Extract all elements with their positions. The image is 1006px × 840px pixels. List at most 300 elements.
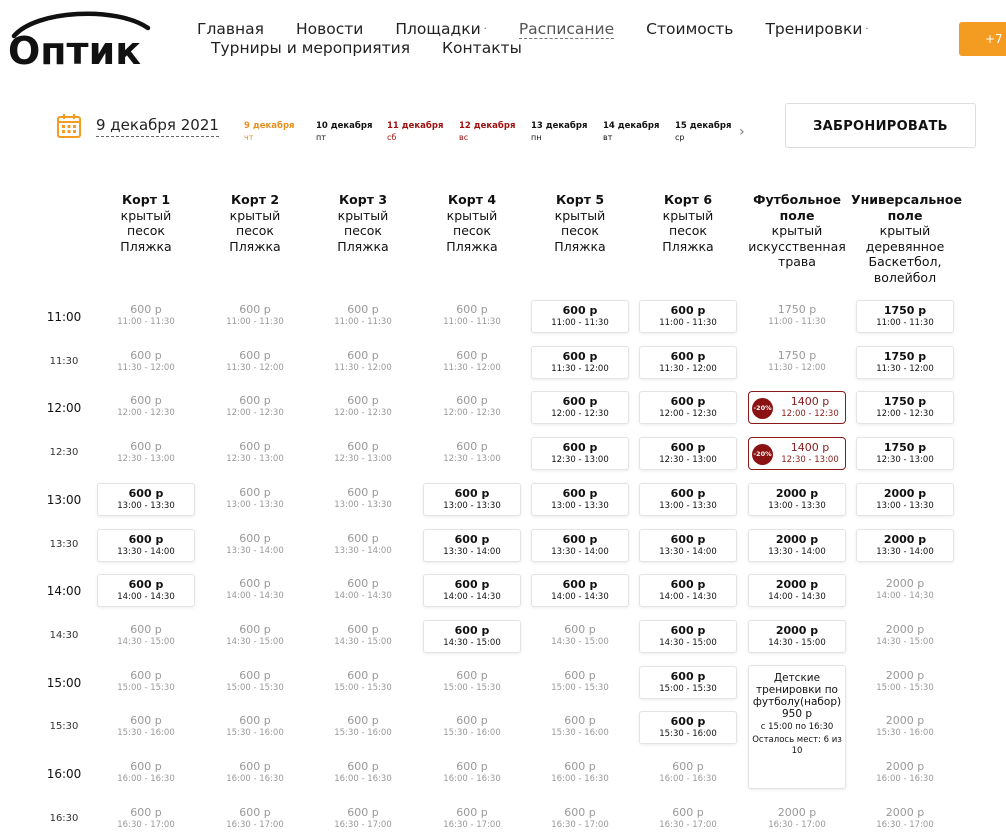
court-detail: Баскетбол,	[868, 254, 942, 269]
time-slot[interactable]	[531, 483, 629, 516]
discount-badge: -20%	[752, 398, 773, 419]
slot-time: 12:00 - 12:30	[334, 408, 392, 419]
slot-time: 13:30 - 14:00	[551, 546, 609, 557]
event-card[interactable]	[748, 665, 846, 789]
day-tab[interactable]	[459, 121, 515, 143]
day-weekday: сб	[387, 133, 397, 142]
event-seats: Осталось мест: 6 из 10	[752, 735, 842, 756]
slot-time: 15:30 - 16:00	[551, 728, 609, 739]
slot-time: 14:00 - 14:30	[659, 592, 717, 603]
slot-price: 600 р	[130, 622, 162, 636]
slot-time: 13:30 - 14:00	[226, 545, 284, 556]
logo-text: Оптик	[8, 29, 141, 68]
day-weekday: ср	[675, 133, 685, 142]
slot-time: 15:30 - 16:00	[876, 728, 934, 739]
slot-time: 16:00 - 16:30	[876, 774, 934, 784]
slot-time: 15:30 - 16:00	[659, 729, 717, 740]
court-name: Корт 4	[447, 192, 497, 207]
nav-item-label: Контакты	[442, 39, 522, 57]
slot-time: 15:30 - 16:00	[226, 728, 284, 739]
slot-price: 600 р	[347, 805, 379, 819]
slot-time: 15:30 - 16:00	[117, 728, 175, 739]
day-date: 9 декабря	[244, 121, 295, 131]
slot-price: 600 р	[347, 760, 379, 773]
nav-item[interactable]	[442, 39, 522, 57]
time-slot[interactable]	[531, 529, 629, 562]
court-detail: крытый	[337, 207, 389, 223]
time-slot	[748, 346, 846, 379]
slot-time: 14:00 - 14:30	[551, 592, 609, 603]
day-tab[interactable]	[244, 121, 295, 143]
time-slot	[314, 803, 412, 836]
time-slot[interactable]	[639, 620, 737, 653]
court-detail: Пляжка	[120, 238, 172, 254]
slot-time: 16:30 - 17:00	[768, 819, 826, 830]
slot-time: 16:00 - 16:30	[226, 774, 284, 784]
nav-item[interactable]	[519, 20, 614, 39]
slot-time: 11:00 - 11:30	[659, 318, 717, 328]
time-label: 13:30	[49, 538, 79, 550]
slot-price: 600 р	[239, 440, 271, 454]
time-slot[interactable]	[639, 711, 737, 744]
slot-time: 14:00 - 14:30	[334, 591, 392, 602]
time-slot	[206, 666, 304, 699]
time-slot[interactable]	[856, 529, 954, 562]
time-label: 12:00	[46, 401, 82, 416]
court-detail: песок	[127, 223, 165, 238]
slot-price: 2000 р	[885, 714, 925, 728]
slot-time: 12:30 - 13:00	[117, 454, 175, 465]
slot-time: 12:00 - 12:30	[551, 409, 609, 420]
day-date: 12 декабря	[459, 121, 516, 131]
slot-time: 13:30 - 14:00	[117, 546, 175, 557]
slot-price: 600 р	[130, 440, 162, 454]
slot-time: 16:30 - 17:00	[659, 819, 717, 830]
slot-time: 14:00 - 14:30	[226, 591, 284, 602]
nav-item-label: Главная	[197, 20, 264, 38]
slot-price: 600 р	[239, 531, 271, 545]
slot-time: 12:00 - 12:30	[659, 409, 717, 420]
slot-price: 600 р	[456, 303, 488, 316]
slot-time: 11:30 - 12:00	[443, 362, 501, 373]
court-header	[851, 192, 962, 285]
slot-price: 600 р	[670, 669, 706, 683]
day-weekday: пн	[531, 133, 542, 142]
event-schedule: с 15:00 по 16:30	[760, 722, 834, 732]
time-slot	[423, 666, 521, 699]
slot-price: 600 р	[130, 714, 162, 728]
time-slot	[531, 666, 629, 699]
time-slot[interactable]	[639, 574, 737, 607]
time-slot[interactable]	[639, 666, 737, 699]
slot-time: 15:00 - 15:30	[226, 682, 284, 693]
slot-price: 600 р	[672, 805, 704, 819]
court-detail: крытый	[120, 207, 172, 223]
court-name: Футбольное поле	[753, 192, 841, 223]
time-slot[interactable]	[531, 300, 629, 333]
promo-slot[interactable]	[748, 437, 846, 470]
court-detail: крытый	[662, 207, 714, 223]
court-header	[92, 192, 200, 254]
time-label: 14:30	[49, 629, 79, 641]
time-slot	[748, 300, 846, 333]
slot-price: 600 р	[562, 349, 598, 363]
nav-item[interactable]	[765, 20, 868, 39]
slot-time: 16:00 - 16:30	[443, 774, 501, 784]
time-slot	[206, 346, 304, 379]
main-nav	[197, 20, 901, 39]
slot-price: 2000 р	[883, 532, 927, 546]
slot-time: 14:00 - 14:30	[768, 592, 826, 603]
chevron-right-icon[interactable]: ›	[739, 124, 745, 140]
court-detail: песок	[344, 223, 382, 238]
slot-price: 600 р	[128, 486, 164, 500]
time-slot[interactable]	[639, 437, 737, 470]
slot-price: 1750 р	[883, 349, 927, 363]
day-tab[interactable]	[316, 121, 372, 143]
slot-price: 600 р	[456, 668, 488, 682]
time-slot	[206, 574, 304, 607]
court-detail: трава	[778, 254, 816, 269]
court-header	[743, 192, 851, 270]
slot-time: 12:30 - 13:00	[876, 455, 934, 466]
slot-time: 15:00 - 15:30	[443, 682, 501, 693]
court-detail: песок	[669, 223, 707, 238]
time-label: 11:00	[46, 310, 82, 324]
slot-time: 11:00 - 11:30	[226, 317, 284, 327]
slot-price: 600 р	[239, 485, 271, 499]
nav-item-label: Турниры и мероприятия	[211, 39, 411, 57]
slot-price: 600 р	[239, 622, 271, 636]
slot-price: 600 р	[456, 348, 488, 362]
time-slot	[314, 437, 412, 470]
time-slot	[531, 803, 629, 836]
slot-time: 14:00 - 14:30	[117, 592, 175, 603]
slot-price: 600 р	[130, 348, 162, 362]
slot-price: 600 р	[128, 578, 164, 592]
time-slot[interactable]	[639, 300, 737, 333]
slot-price: 600 р	[564, 760, 596, 773]
time-slot	[639, 757, 737, 790]
court-name: Универсальное поле	[851, 192, 962, 223]
nav-item[interactable]	[197, 20, 264, 39]
slot-price: 600 р	[562, 304, 598, 317]
chevron-down-icon: ·	[483, 24, 487, 35]
slot-price: 600 р	[454, 532, 490, 546]
time-slot	[748, 803, 846, 836]
slot-price: 600 р	[564, 805, 596, 819]
slot-price: 600 р	[239, 303, 271, 316]
nav-item[interactable]	[296, 20, 363, 39]
slot-price: 600 р	[454, 578, 490, 592]
slot-price: 600 р	[128, 532, 164, 546]
court-header	[309, 192, 417, 254]
slot-time: 12:00 - 12:30	[876, 409, 934, 420]
day-tab[interactable]	[675, 121, 731, 143]
time-slot[interactable]	[639, 529, 737, 562]
court-detail: деревянное	[865, 238, 945, 254]
time-slot	[206, 529, 304, 562]
time-slot[interactable]	[856, 391, 954, 424]
slot-price: 2000 р	[883, 486, 927, 500]
slot-price: 600 р	[130, 394, 162, 408]
time-slot	[97, 620, 195, 653]
time-slot	[423, 757, 521, 790]
time-slot	[423, 437, 521, 470]
slot-time: 13:00 - 13:30	[659, 500, 717, 511]
day-date: 10 декабря	[316, 121, 373, 131]
slot-price: 600 р	[130, 668, 162, 682]
time-slot	[97, 757, 195, 790]
slot-time: 16:30 - 17:00	[443, 819, 501, 830]
slot-time: 16:30 - 17:00	[876, 819, 934, 830]
day-tab[interactable]	[387, 121, 443, 143]
day-date: 14 декабря	[603, 121, 660, 131]
time-slot[interactable]	[639, 483, 737, 516]
court-detail: песок	[561, 223, 599, 238]
time-slot	[206, 757, 304, 790]
slot-time: 12:00 - 12:30	[117, 408, 175, 419]
time-slot[interactable]	[97, 529, 195, 562]
time-slot	[856, 574, 954, 607]
slot-time: 13:30 - 14:00	[659, 546, 717, 557]
nav-item-label: Стоимость	[646, 20, 734, 38]
nav-item-label: Тренировки	[765, 20, 863, 38]
day-weekday: вс	[459, 133, 469, 142]
slot-time: 14:30 - 15:00	[443, 637, 501, 648]
time-label: 14:00	[46, 584, 82, 599]
court-detail: песок	[236, 223, 274, 238]
slot-time: 15:00 - 15:30	[876, 682, 934, 693]
day-weekday: вт	[603, 133, 613, 142]
time-slot[interactable]	[97, 574, 195, 607]
court-detail: крытый	[229, 207, 281, 223]
time-label: 11:30	[49, 355, 79, 367]
promo-slot[interactable]	[748, 391, 846, 424]
time-slot[interactable]	[856, 346, 954, 379]
slot-price: 600 р	[454, 486, 490, 500]
court-detail: крытый	[879, 223, 931, 238]
book-button[interactable]: ЗАБРОНИРОВАТЬ	[785, 103, 976, 148]
slot-price: 600 р	[347, 531, 379, 545]
slot-price: 600 р	[239, 577, 271, 591]
day-date: 15 декабря	[675, 121, 732, 131]
time-slot[interactable]	[639, 391, 737, 424]
time-slot	[856, 666, 954, 699]
slot-price: 600 р	[562, 532, 598, 546]
time-slot[interactable]	[531, 574, 629, 607]
time-slot[interactable]	[748, 620, 846, 653]
time-slot	[531, 757, 629, 790]
slot-time: 13:00 - 13:30	[226, 499, 284, 510]
nav-item[interactable]	[646, 20, 733, 39]
slot-time: 13:30 - 14:00	[334, 545, 392, 556]
time-slot[interactable]	[748, 483, 846, 516]
slot-time: 11:00 - 11:30	[334, 317, 392, 327]
court-detail: крытый	[771, 223, 823, 238]
slot-price: 600 р	[670, 349, 706, 363]
slot-price: 600 р	[562, 578, 598, 592]
time-slot[interactable]	[531, 437, 629, 470]
court-detail: Пляжка	[662, 238, 714, 254]
time-slot[interactable]	[748, 574, 846, 607]
slot-time: 16:00 - 16:30	[117, 774, 175, 784]
day-date: 13 декабря	[531, 121, 588, 131]
time-slot	[206, 620, 304, 653]
time-slot	[206, 711, 304, 744]
time-slot	[856, 803, 954, 836]
slot-time: 16:30 - 17:00	[551, 819, 609, 830]
time-slot	[314, 529, 412, 562]
court-header	[201, 192, 309, 254]
time-slot	[314, 574, 412, 607]
time-slot	[206, 300, 304, 333]
time-slot[interactable]	[856, 437, 954, 470]
slot-time: 13:00 - 13:30	[443, 500, 501, 511]
day-weekday: пт	[316, 133, 326, 142]
time-slot[interactable]	[856, 483, 954, 516]
slot-price: 600 р	[670, 395, 706, 409]
slot-price: 600 р	[347, 714, 379, 728]
slot-price: 600 р	[347, 485, 379, 499]
time-slot	[97, 711, 195, 744]
court-detail: Пляжка	[554, 238, 606, 254]
time-label: 12:30	[49, 447, 79, 459]
slot-time: 16:30 - 17:00	[226, 819, 284, 830]
time-slot	[206, 803, 304, 836]
time-slot	[314, 620, 412, 653]
slot-time: 11:30 - 12:00	[768, 362, 826, 373]
slot-price: 2000 р	[775, 486, 819, 500]
slot-price: 600 р	[239, 348, 271, 362]
slot-time: 15:00 - 15:30	[334, 682, 392, 693]
time-slot[interactable]	[531, 391, 629, 424]
slot-price: 600 р	[456, 394, 488, 408]
time-slot	[206, 437, 304, 470]
time-slot	[423, 300, 521, 333]
court-name: Корт 3	[338, 192, 388, 207]
time-slot	[531, 620, 629, 653]
slot-time: 12:30 - 13:00	[334, 454, 392, 465]
time-slot[interactable]	[423, 574, 521, 607]
slot-price: 600 р	[672, 760, 704, 773]
slot-time: 15:00 - 15:30	[551, 682, 609, 693]
slot-time: 11:30 - 12:00	[334, 362, 392, 373]
slot-time: 11:00 - 11:30	[768, 317, 826, 327]
chevron-down-icon: ·	[865, 24, 869, 35]
calendar-icon[interactable]	[56, 113, 82, 139]
slot-price: 2000 р	[775, 578, 819, 592]
slot-price: 2000 р	[885, 805, 925, 819]
time-slot[interactable]	[423, 483, 521, 516]
slot-time: 16:30 - 17:00	[334, 819, 392, 830]
day-date: 11 декабря	[387, 121, 444, 131]
slot-time: 14:30 - 15:00	[659, 637, 717, 648]
slot-time: 14:30 - 15:00	[334, 636, 392, 647]
time-slot	[206, 483, 304, 516]
event-title: Детские тренировки по футболу(набор)	[752, 672, 842, 708]
slot-time: 13:00 - 13:30	[876, 500, 934, 511]
time-slot	[314, 757, 412, 790]
slot-time: 13:30 - 14:00	[768, 546, 826, 557]
day-tab[interactable]	[603, 121, 659, 143]
slot-time: 13:00 - 13:30	[117, 500, 175, 511]
slot-price: 600 р	[564, 714, 596, 728]
slot-time: 15:00 - 15:30	[659, 683, 717, 694]
slot-price: 600 р	[239, 714, 271, 728]
court-detail: песок	[453, 223, 491, 238]
slot-price: 600 р	[239, 805, 271, 819]
court-name: Корт 2	[230, 192, 280, 207]
nav-item[interactable]	[211, 39, 410, 57]
slot-price: 600 р	[670, 304, 706, 317]
time-slot[interactable]	[423, 529, 521, 562]
slot-time: 15:30 - 16:00	[443, 728, 501, 739]
day-tab[interactable]	[531, 121, 587, 143]
slot-price: 600 р	[456, 805, 488, 819]
logo[interactable]	[6, 6, 156, 68]
slot-price: 1750 р	[883, 441, 927, 455]
slot-time: 14:30 - 15:00	[768, 637, 826, 648]
slot-time: 12:30 - 13:00	[781, 455, 839, 466]
court-detail: волейбол	[873, 269, 937, 285]
slot-time: 16:00 - 16:30	[551, 774, 609, 784]
slot-time: 16:00 - 16:30	[659, 774, 717, 784]
slot-time: 16:30 - 17:00	[117, 819, 175, 830]
slot-price: 600 р	[239, 668, 271, 682]
slot-price: 600 р	[347, 394, 379, 408]
slot-price: 2000 р	[775, 532, 819, 546]
time-slot[interactable]	[97, 483, 195, 516]
slot-time: 14:30 - 15:00	[551, 636, 609, 647]
slot-price: 600 р	[456, 760, 488, 773]
slot-price: 600 р	[670, 486, 706, 500]
slot-time: 11:00 - 11:30	[443, 317, 501, 327]
time-slot[interactable]	[423, 620, 521, 653]
slot-time: 13:00 - 13:30	[334, 499, 392, 510]
time-slot[interactable]	[531, 346, 629, 379]
slot-price: 2000 р	[885, 668, 925, 682]
court-detail: Пляжка	[446, 238, 498, 254]
phone-button[interactable]: +7	[959, 22, 1006, 56]
time-slot[interactable]	[748, 529, 846, 562]
time-slot[interactable]	[856, 300, 954, 333]
slot-time: 14:30 - 15:00	[876, 636, 934, 647]
slot-time: 12:30 - 13:00	[443, 454, 501, 465]
time-slot	[97, 803, 195, 836]
slot-time: 15:00 - 15:30	[117, 682, 175, 693]
slot-time: 13:30 - 14:00	[443, 546, 501, 557]
slot-price: 600 р	[347, 303, 379, 316]
slot-price: 600 р	[454, 623, 490, 637]
slot-price: 600 р	[239, 760, 271, 773]
slot-price: 600 р	[670, 623, 706, 637]
time-slot	[97, 300, 195, 333]
court-name: Корт 6	[663, 192, 713, 207]
slot-time: 14:30 - 15:00	[117, 636, 175, 647]
nav-item-label: Расписание	[518, 20, 615, 38]
time-slot	[856, 620, 954, 653]
time-slot	[314, 391, 412, 424]
court-header	[634, 192, 742, 254]
slot-price: 600 р	[347, 622, 379, 636]
nav-item[interactable]	[395, 20, 486, 39]
court-detail: искусственная	[748, 238, 846, 254]
nav-item-label: Площадки	[395, 20, 481, 38]
court-detail: Пляжка	[337, 238, 389, 254]
time-slot[interactable]	[639, 346, 737, 379]
current-date-picker[interactable]: 9 декабря 2021	[96, 116, 219, 137]
